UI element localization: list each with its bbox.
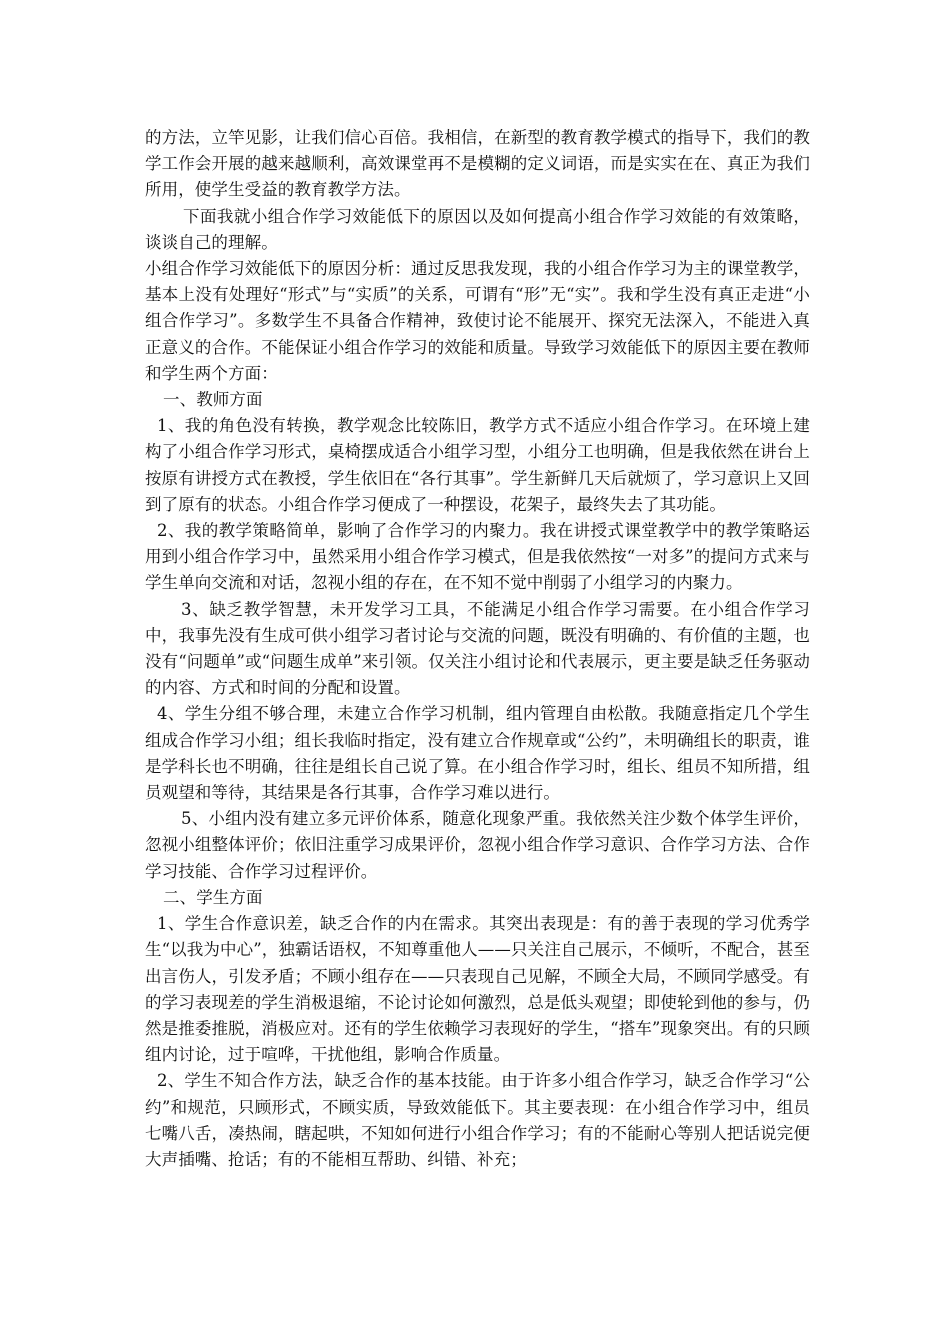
teacher-point-3: 3、缺乏教学智慧，未开发学习工具，不能满足小组合作学习需要。在小组合作学习中，我事先没有生成可供小组学习者讨论与交流的问题，既没有明确的、有价值的主题，也没有“问题单”或“问题生成单”来引领。仅关注小组讨论和代表展示，更主要是缺乏任务驱动的内容、方式和时间的分配和设置。 xyxy=(145,599,810,698)
student-point-2: 2、学生不知合作方法，缺乏合作的基本技能。由于许多小组合作学习，缺乏合作学习“公约”和规范，只顾形式，不顾实质，导致效能低下。其主要表现：在小组合作学习中，组员七嘴八舌，凑热闹，瞎起哄，不知如何进行小组合作学习；有的不能耐心等别人把话说完便大声插嘴、抢话；有的不能相互帮助、纠错、补充； xyxy=(145,1071,810,1169)
paragraph-intro-continuation: 的方法，立竿见影，让我们信心百倍。我相信，在新型的教育教学模式的指导下，我们的教学工作会开展的越来越顺利，高效课堂再不是模糊的定义词语，而是实实在在、真正为我们所用，使学生受益的教育教学方法。 xyxy=(145,128,810,200)
teacher-point-5: 5、小组内没有建立多元评价体系，随意化现象严重。我依然关注少数个体学生评价，忽视小组整体评价；依旧注重学习成果评价，忽视小组合作学习意识、合作学习方法、合作学习技能、合作学习过程评价。 xyxy=(145,809,810,881)
document-body xyxy=(145,125,810,1173)
teacher-point-4: 4、学生分组不够合理，未建立合作学习机制，组内管理自由松散。我随意指定几个学生组成合作学习小组；组长我临时指定，没有建立合作规章或“公约”，未明确组长的职责，谁是学科长也不明确，往往是组长自己说了算。在小组合作学习时，组长、组员不知所措，组员观望和等待，其结果是各行其事，合作学习难以进行。 xyxy=(145,704,810,803)
teacher-point-2: 2、我的教学策略简单，影响了合作学习的内聚力。我在讲授式课堂教学中的教学策略运用到小组合作学习中，虽然采用小组合作学习模式，但是我依然按“一对多”的提问方式来与学生单向交流和对话，忽视小组的存在，在不知不觉中削弱了小组学习的内聚力。 xyxy=(145,521,810,593)
section-heading-teacher: 一、教师方面 xyxy=(163,390,263,410)
teacher-point-1: 1、我的角色没有转换，教学观念比较陈旧，教学方式不适应小组合作学习。在环境上建构了小组合作学习形式，桌椅摆成适合小组学习型，小组分工也明确，但是我依然在讲台上按原有讲授方式在教授，学生依旧在“各行其事”。学生新鲜几天后就烦了，学习意识上又回到了原有的状态。小组合作学习便成了一种摆设，花架子，最终失去了其功能。 xyxy=(145,416,810,514)
paragraph-topic-statement: 下面我就小组合作学习效能低下的原因以及如何提高小组合作学习效能的有效策略，谈谈自己的理解。 xyxy=(145,206,810,252)
section-heading-student: 二、学生方面 xyxy=(163,887,263,907)
paragraph-cause-analysis: 小组合作学习效能低下的原因分析：通过反思我发现，我的小组合作学习为主的课堂教学，基本上没有处理好“形式”与“实质”的关系，可谓有“形”无“实”。我和学生没有真正走进“小组合作学习”。多数学生不具备合作精神，致使讨论不能展开、探究无法深入，不能进入真正意义的合作。不能保证小组合作学习的效能和质量。导致学习效能低下的原因主要在教师和学生两个方面： xyxy=(145,259,810,383)
student-point-1: 1、学生合作意识差，缺乏合作的内在需求。其突出表现是：有的善于表现的学习优秀学生“以我为中心”，独霸话语权，不知尊重他人——只关注自己展示，不倾听，不配合，甚至出言伤人，引发矛盾；不顾小组存在——只表现自己见解，不顾全大局，不顾同学感受。有的学习表现差的学生消极退缩，不论讨论如何激烈，总是低头观望；即使轮到他的参与，仍然是推委推脱，消极应对。还有的学生依赖学习表现好的学生，“搭车”现象突出。有的只顾组内讨论，过于喧哗，干扰他组，影响合作质量。 xyxy=(145,914,810,1065)
